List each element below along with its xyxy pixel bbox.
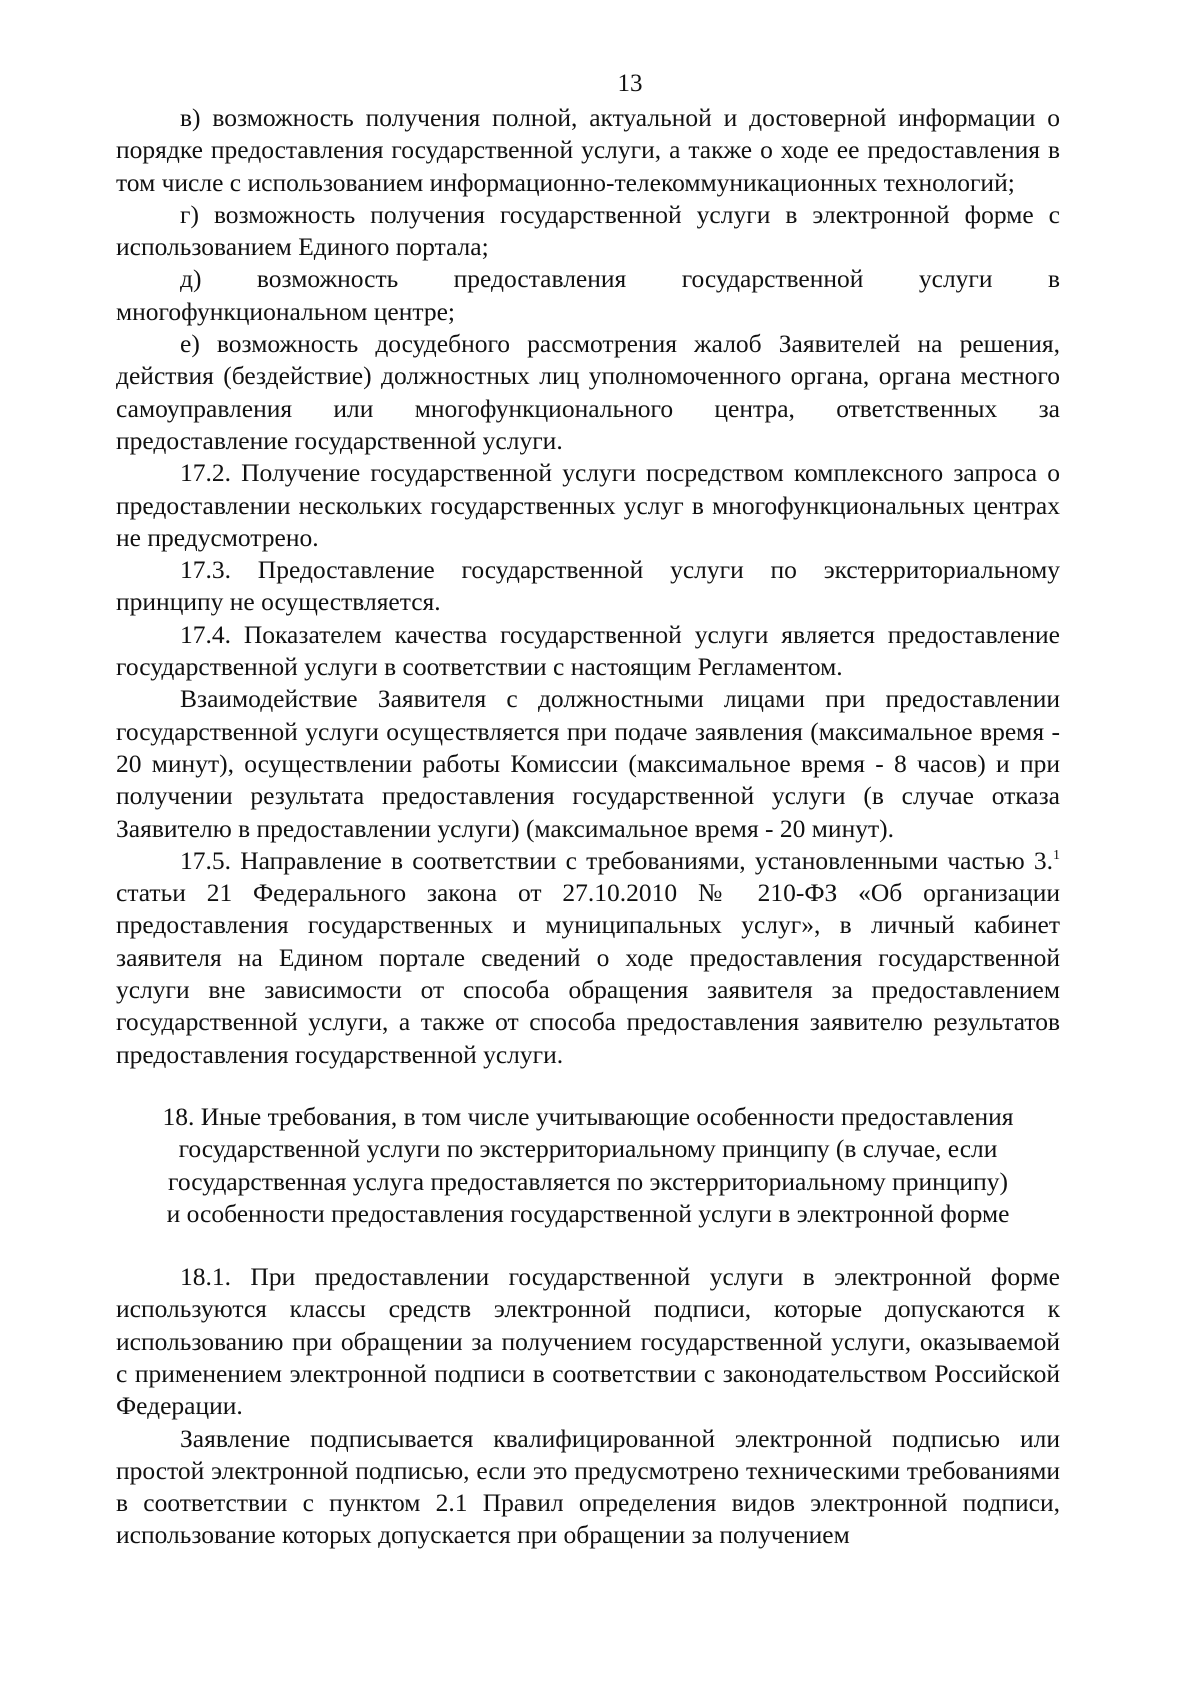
paragraph-17-5-rest: статьи 21 Федерального закона от 27.10.2010 № 210-ФЗ «Об организации предоставления государственных и муниципальных услуг», в личный кабинет заявителя на Едином портале сведений о ходе предоставления государственной услуги вне зависимости от способа обращения заявителя за предоставлением государственной услуги, а также от способа предоставления заявителю результатов предоставления государственной услуги.: [116, 878, 1060, 1069]
paragraph-17-5: [116, 845, 1060, 1071]
section-18-title-line-1: 18. Иные требования, в том числе учитывающие особенности предоставления: [162, 1101, 1014, 1131]
paragraph-signature: Заявление подписывается квалифицированной электронной подписью или простой электронной подписью, если это предусмотрено техническими требованиями в соответствии с пунктом 2.1 Правил определения видов электронной подписи, использование которых допускается при обращении за получением: [116, 1423, 1060, 1550]
section-18-title-line-3: государственная услуга предоставляется по экстерриториальному принципу): [168, 1166, 1008, 1196]
paragraph-18-1: 18.1. При предоставлении государственной услуги в электронной форме используются классы средств электронной подписи, которые допускаются к использованию при обращении за получением государственной услуги, оказываемой с применением электронной подписи в соответствии с законодательством Российской Федерации.: [116, 1262, 1060, 1421]
paragraph-17-1-v: в) возможность получения полной, актуальной и достоверной информации о порядке предоставления государственной услуги, а также о ходе ее предоставления в том числе с использованием информационно-телекоммуникационных технологий;: [116, 103, 1060, 197]
paragraph-17-3: 17.3. Предоставление государственной услуги по экстерриториальному принципу не осуществляется.: [116, 555, 1060, 617]
paragraph-17-1-e: е) возможность досудебного рассмотрения жалоб Заявителей на решения, действия (бездействие) должностных лиц уполномоченного органа, органа местного самоуправления или многофункционального центра, ответственных за предоставление государственной услуги.: [116, 329, 1060, 455]
superscript-1: 1: [1053, 847, 1060, 863]
document-body: [116, 102, 1060, 1552]
paragraph-17-1-d: д) возможность предоставления государственной услуги в многофункциональном центре;: [116, 264, 1060, 326]
section-18-title: [116, 1071, 1060, 1261]
section-18-title-line-4: и особенности предоставления государственной услуги в электронной форме: [166, 1198, 1010, 1228]
paragraph-17-4: 17.4. Показателем качества государственной услуги является предоставление государственной услуги в соответствии с настоящим Регламентом.: [116, 619, 1060, 682]
paragraph-17-5-start: 17.5. Направление в соответствии с требованиями, установленными частью 3.: [180, 845, 1053, 875]
paragraph-17-1-g: г) возможность получения государственной услуги в электронной форме с использованием Единого портала;: [116, 199, 1060, 262]
paragraph-interaction: Взаимодействие Заявителя с должностными лицами при предоставлении государственной услуги осуществляется при подаче заявления (максимальное время - 20 минут), осуществлении работы Комиссии (максимальное время - 8 часов) и при получении результата предоставления государственной услуги (в случае отказа Заявителю в предоставлении услуги) (максимальное время - 20 минут).: [116, 684, 1060, 843]
paragraph-17-2: 17.2. Получение государственной услуги посредством комплексного запроса о предоставлении нескольких государственных услуг в многофункциональных центрах не предусмотрено.: [116, 458, 1060, 552]
page-number: 13: [617, 70, 643, 97]
section-18-title-line-2: государственной услуги по экстерриториальному принципу (в случае, если: [178, 1134, 998, 1164]
